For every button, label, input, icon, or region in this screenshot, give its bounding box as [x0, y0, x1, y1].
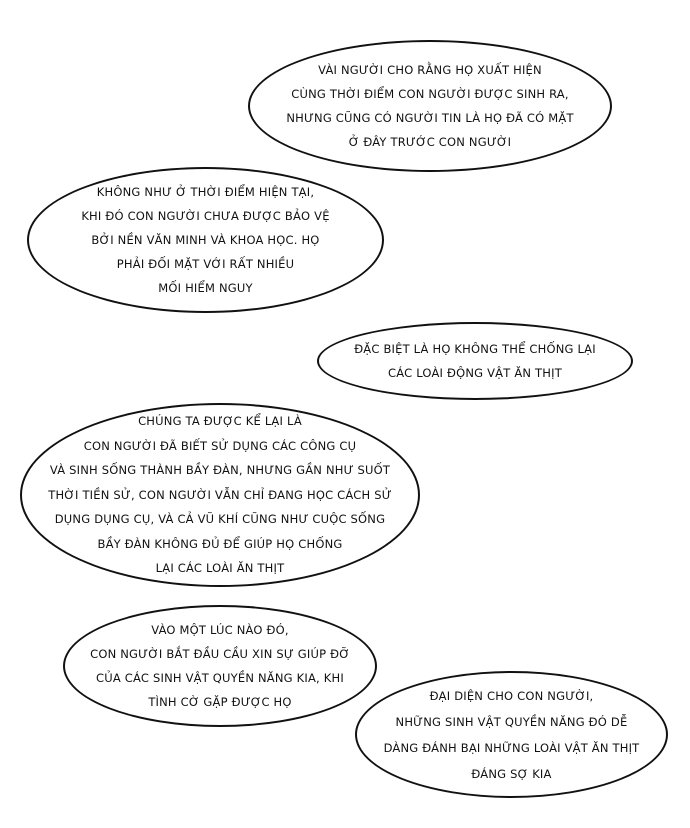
speech-bubble-6 — [355, 671, 668, 798]
bubble-2-line-1: KHÔNG NHƯ Ở THỜI ĐIỂM HIỆN TẠI, — [96, 185, 315, 199]
speech-bubble-4 — [20, 403, 420, 587]
bubble-3-line-1: ĐẶC BIỆT LÀ HỌ KHÔNG THỂ CHỐNG LẠI — [354, 342, 596, 356]
bubble-2-text — [81, 180, 329, 300]
bubble-3-line-2: CÁC LOÀI ĐỘNG VẬT ĂN THỊT — [388, 366, 562, 380]
bubble-6-line-2: NHỮNG SINH VẬT QUYỀN NĂNG ĐÓ DỄ — [395, 714, 628, 729]
bubble-5-text — [90, 618, 350, 714]
bubble-4-line-2: CON NGƯỜI ĐÃ BIẾT SỬ DỤNG CÁC CÔNG CỤ — [83, 438, 357, 453]
bubble-4-line-4: THỜI TIỀN SỬ, CON NGƯỜI VẪN CHỈ ĐANG HỌC CÁCH SỬ — [48, 487, 392, 502]
speech-bubble-5 — [63, 605, 377, 727]
bubble-1-line-3: NHƯNG CŨNG CÓ NGƯỜI TIN LÀ HỌ ĐÃ CÓ MẶT — [286, 111, 574, 125]
bubble-5-line-3: CỦA CÁC SINH VẬT QUYỀN NĂNG KIA, KHI — [96, 671, 344, 685]
bubble-6-line-4: ĐÁNG SỢ KIA — [471, 766, 552, 781]
bubble-5-line-1: VÀO MỘT LÚC NÀO ĐÓ, — [151, 623, 289, 637]
bubble-1-line-4: Ở ĐÂY TRƯỚC CON NGƯỜI — [348, 135, 512, 149]
bubble-1-line-1: VÀI NGƯỜI CHO RẰNG HỌ XUẤT HIỆN — [318, 63, 542, 77]
bubble-3-text — [354, 337, 596, 385]
bubble-5-line-4: TÌNH CỜ GẶP ĐƯỢC HỌ — [148, 695, 292, 709]
bubble-4-line-5: DỤNG DỤNG CỤ, VÀ CẢ VŨ KHÍ CŨNG NHƯ CUỘC SỐNG — [54, 512, 386, 527]
bubble-4-line-7: LẠI CÁC LOÀI ĂN THỊT — [155, 561, 285, 576]
bubble-4-line-3: VÀ SINH SỐNG THÀNH BẦY ĐÀN, NHƯNG GẦN NHƯ SUỐT — [49, 463, 391, 478]
speech-bubble-2 — [27, 167, 384, 313]
bubble-1-text — [286, 58, 573, 154]
bubble-2-line-3: BỞI NỀN VĂN MINH VÀ KHOA HỌC. HỌ — [91, 233, 320, 247]
bubble-4-line-6: BẦY ĐÀN KHÔNG ĐỦ ĐỂ GIÚP HỌ CHỐNG — [97, 536, 343, 551]
bubble-4-text — [48, 409, 392, 581]
bubble-6-line-3: DÀNG ĐÁNH BẠI NHỮNG LOÀI VẬT ĂN THỊT — [383, 740, 640, 755]
bubble-2-line-2: KHI ĐÓ CON NGƯỜI CHƯA ĐƯỢC BẢO VỆ — [81, 209, 330, 223]
bubble-4-line-1: CHÚNG TA ĐƯỢC KỂ LẠI LÀ — [138, 414, 302, 429]
bubble-1-line-2: CÙNG THỜI ĐIỂM CON NGƯỜI ĐƯỢC SINH RA, — [291, 87, 569, 101]
bubble-5-line-2: CON NGƯỜI BẮT ĐẦU CẦU XIN SỰ GIÚP ĐỠ — [90, 647, 350, 661]
bubble-2-line-5: MỐI HIỂM NGUY — [158, 281, 253, 295]
bubble-2-line-4: PHẢI ĐỐI MẶT VỚI RẤT NHIỀU — [116, 257, 295, 271]
speech-bubble-3 — [317, 322, 633, 400]
bubble-6-line-1: ĐẠI DIỆN CHO CON NGƯỜI, — [429, 688, 594, 703]
bubble-6-text — [384, 683, 640, 787]
speech-bubble-1 — [248, 40, 612, 172]
